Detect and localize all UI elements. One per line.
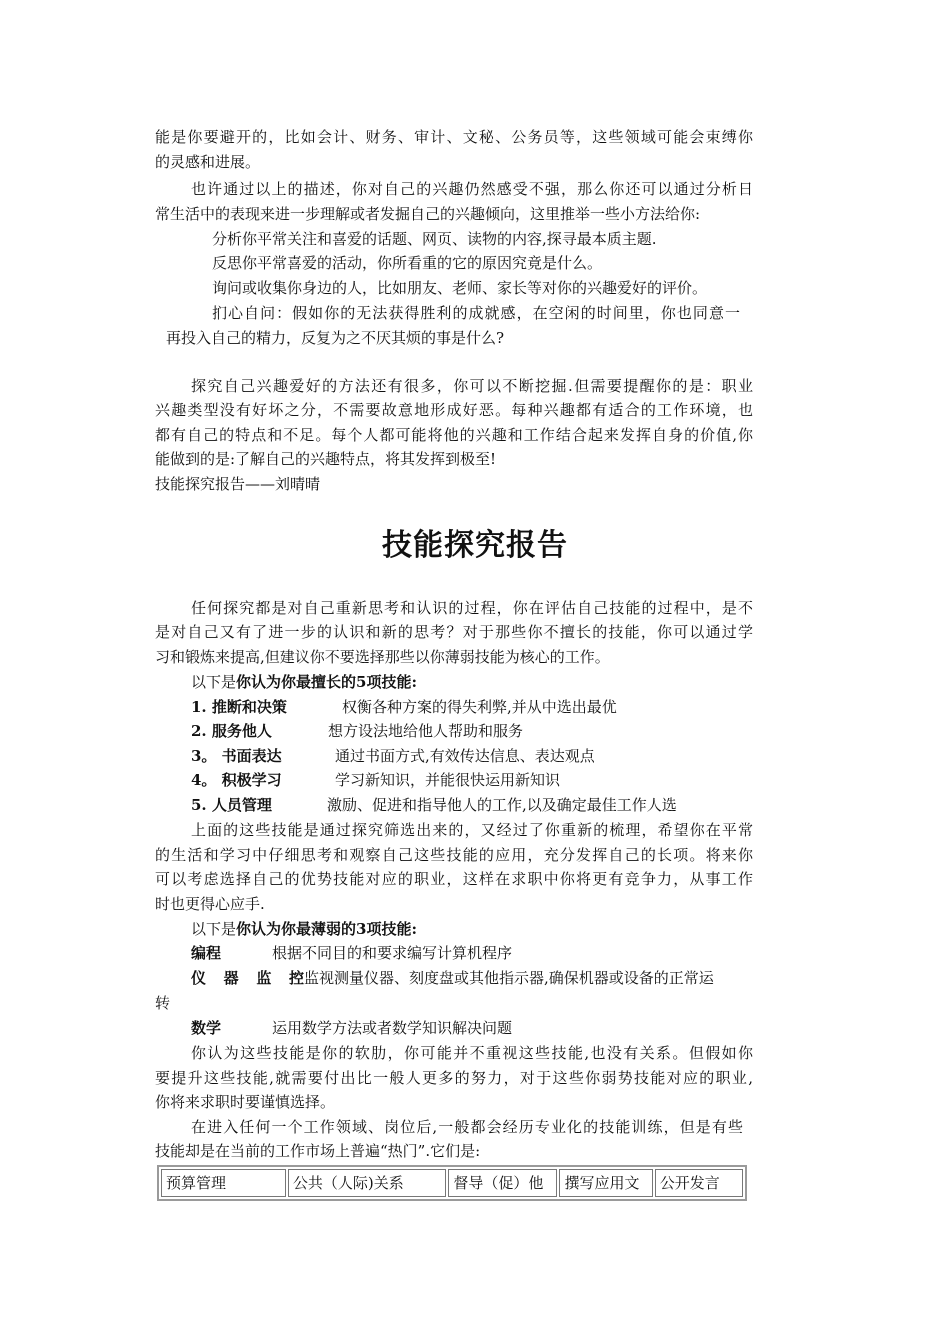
weak-skills-heading <box>191 919 417 939</box>
table-cell: 撰写应用文 <box>559 1169 652 1197</box>
skill-description: 激励、促进和指导他人的工作,以及确定最佳工作人选 <box>327 796 677 814</box>
method-item: 反思你平常喜爱的活动，你所看重的它的原因究竟是什么。 <box>212 254 603 272</box>
table-cell: 公共（人际)关系 <box>288 1169 446 1197</box>
report-title: 技能探究报告 <box>382 528 568 563</box>
table-cell: 预算管理 <box>161 1169 286 1197</box>
table-row <box>161 1169 743 1197</box>
table-cell: 公开发言 <box>655 1169 743 1197</box>
weak-skill-item <box>191 943 512 963</box>
skill-name: 3。 书面表达 <box>191 747 282 765</box>
paragraph-line: 也许通过以上的描述，你对自己的兴趣仍然感受不强，那么你还可以通过分析日 <box>191 180 753 198</box>
method-item: 分析你平常关注和喜爱的话题、网页、读物的内容,探寻最本质主题. <box>212 230 657 248</box>
strong-skill-item <box>191 746 595 766</box>
skill-name: 1. 推断和决策 <box>191 698 287 716</box>
signature: 技能探究报告——刘晴晴 <box>155 475 321 493</box>
paragraph-line: 能是你要避开的，比如会计、财务、审计、文秘、公务员等，这些领域可能会束缚你 <box>155 128 753 146</box>
method-item: 再投入自己的精力，反复为之不厌其烦的事是什么? <box>166 329 505 347</box>
heading-prefix: 以下是 <box>191 673 237 691</box>
paragraph-line: 能做到的是:了解自己的兴趣特点，将其发挥到极至! <box>155 450 497 468</box>
paragraph-line: 要提升这些技能,就需要付出比一般人更多的努力，对于这些你弱势技能对应的职业, <box>155 1069 753 1087</box>
paragraph-line: 习和锻炼来提高,但建议你不要选择那些以你薄弱技能为核心的工作。 <box>155 648 610 666</box>
paragraph-line: 在进入任何一个工作领域、岗位后,一般都会经历专业化的技能训练，但是有些 <box>191 1118 743 1136</box>
paragraph-line: 是对自己又有了进一步的认识和新的思考？对于那些你不擅长的技能，你可以通过学 <box>155 623 753 641</box>
skill-name: 5. 人员管理 <box>191 796 272 814</box>
skill-description: 运用数学方法或者数学知识解决问题 <box>272 1019 513 1037</box>
heading-bold: 你认为你最薄弱的3项技能: <box>236 920 417 938</box>
method-item: 扪心自问：假如你的无法获得胜利的成就感，在空闲的时间里，你也同意一 <box>212 304 740 322</box>
heading-prefix: 以下是 <box>191 920 237 938</box>
paragraph-line: 可以考虑选择自己的优势技能对应的职业，这样在求职中你将更有竞争力，从事工作 <box>155 870 753 888</box>
wrapped-text: 转 <box>155 994 171 1012</box>
hot-skills-table <box>157 1165 747 1201</box>
paragraph-line: 你认为这些技能是你的软肋，你可能并不重视这些技能,也没有关系。但假如你 <box>191 1044 753 1062</box>
paragraph-line: 的生活和学习中仔细思考和观察自己这些技能的应用，充分发挥自己的长项。将来你 <box>155 846 753 864</box>
skill-name: 仪器监控 <box>191 969 304 987</box>
weak-skill-item <box>191 1018 512 1038</box>
paragraph-line: 兴趣类型没有好坏之分，不需要故意地形成好恶。每种兴趣都有适合的工作环境，也 <box>155 401 753 419</box>
paragraph-line: 的灵感和进展。 <box>155 153 261 171</box>
method-item: 询问或收集你身边的人，比如朋友、老师、家长等对你的兴趣爱好的评价。 <box>212 279 708 297</box>
skill-description: 想方设法地给他人帮助和服务 <box>328 722 524 740</box>
paragraph-line: 探究自己兴趣爱好的方法还有很多，你可以不断挖掘.但需要提醒你的是：职业 <box>191 377 753 395</box>
heading-bold: 你认为你最擅长的5项技能: <box>236 673 417 691</box>
paragraph-line: 任何探究都是对自己重新思考和认识的过程，你在评估自己技能的过程中，是不 <box>191 599 753 617</box>
strong-skill-item <box>191 697 617 717</box>
paragraph-line: 都有自己的特点和不足。每个人都可能将他的兴趣和工作结合起来发挥自身的价值,你 <box>155 426 753 444</box>
strong-skills-heading <box>191 672 417 692</box>
paragraph-line: 上面的这些技能是通过探究筛选出来的，又经过了你重新的梳理，希望你在平常 <box>191 821 753 839</box>
skill-description: 监视测量仪器、刻度盘或其他指示器,确保机器或设备的正常运 <box>304 969 714 987</box>
strong-skill-item <box>191 721 523 741</box>
skill-name: 编程 <box>191 944 222 962</box>
skill-name: 4。 积极学习 <box>191 771 282 789</box>
skill-name: 数学 <box>191 1019 222 1037</box>
paragraph-line: 技能却是在当前的工作市场上普遍“热门”.它们是: <box>155 1142 481 1160</box>
skill-description: 学习新知识，并能很快运用新知识 <box>335 771 561 789</box>
paragraph-line: 你将来求职时要谨慎选择。 <box>155 1093 336 1111</box>
skill-description: 权衡各种方案的得失利弊,并从中选出最优 <box>342 698 617 716</box>
paragraph-line: 常生活中的表现来进一步理解或者发掘自己的兴趣倾向，这里推举一些小方法给你: <box>155 205 701 223</box>
skill-name: 2. 服务他人 <box>191 722 272 740</box>
paragraph-line: 时也更得心应手. <box>155 895 265 913</box>
strong-skill-item <box>191 795 677 815</box>
table-cell: 督导（促）他 <box>448 1169 557 1197</box>
weak-skill-item <box>191 968 741 988</box>
strong-skill-item <box>191 770 560 790</box>
skill-description: 根据不同目的和要求编写计算机程序 <box>272 944 513 962</box>
skill-description: 通过书面方式,有效传达信息、表达观点 <box>335 747 595 765</box>
